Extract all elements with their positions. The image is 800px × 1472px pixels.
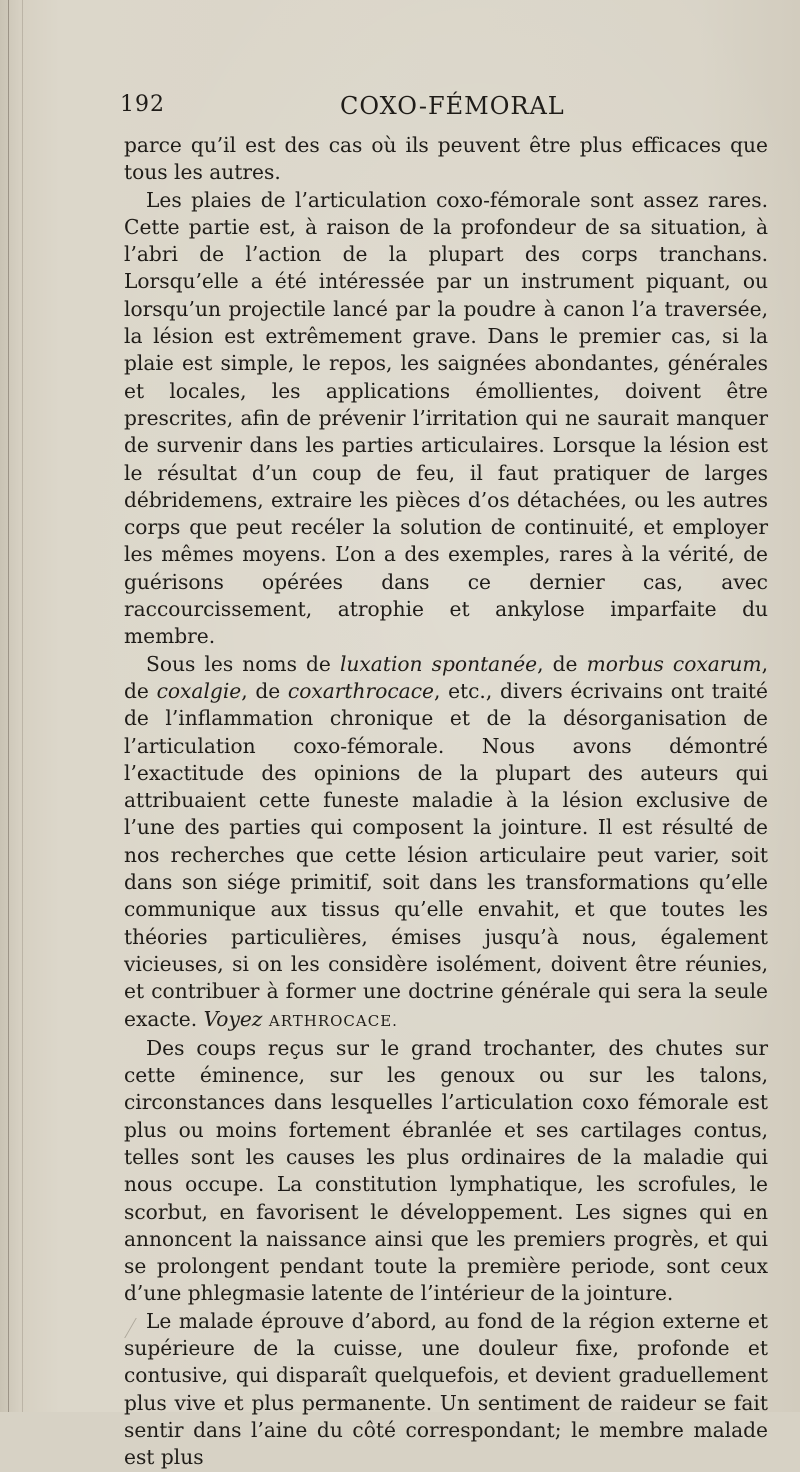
- text-run: , etc., divers écrivains ont traité de l’inflammation chronique et de la désorganisation de l’articulation coxo-fémorale. Nous avons démontré l’exactitude des opinions de la plupart des auteurs qui attribuaient cette funeste maladie à la lésion exclusive de l’une des parties qui composent la jointure. Il est résulté de nos recherches que cette lésion articulaire peut varier, soit dans son siége primitif, soit dans les transformations qu’elle communique aux tissus qu’elle envahit, et que toutes les théories particulières, émises jusqu’à nous, également vicieuses, si on les considère isolément, doivent être réunies, et contribuer à former une doctrine générale qui sera la seule exacte.: [124, 678, 768, 1031]
- italic-term: Voyez: [203, 1006, 263, 1031]
- paragraph: Des coups reçus sur le grand trochanter, des chutes sur cette éminence, sur les genoux ou sur les talons, circonstances dans lesquelles l’articulation coxo fémorale est plus ou moins fortement ébranlée et ses cartilages contus, telles sont les causes les plus ordinaires de la maladie qui nous occupe. La constitution lymphatique, les scrofules, le scorbut, en favorisent le développement. Les signes qui en annoncent la naissance ainsi que les premiers progrès, et qui se prolongent pendant toute la première periode, sont ceux d’une phlegmasie latente de l’intérieur de la jointure.: [124, 1035, 768, 1306]
- text-run: , de: [241, 678, 288, 703]
- text-run: Sous les noms de: [146, 651, 340, 676]
- cross-reference: ARTHROCACE.: [268, 1011, 398, 1030]
- italic-term: coxarthrocace: [287, 678, 434, 703]
- italic-term: morbus coxarum: [586, 651, 762, 676]
- text-run: , de: [537, 651, 587, 676]
- paragraph: [124, 651, 768, 1035]
- paragraph: Le malade éprouve d’abord, au fond de la région externe et supérieure de la cuisse, une douleur fixe, profonde et contusive, qui disparaît quelquefois, et devient graduellement plus vive et plus permanente. Un sentiment de raideur se fait sentir dans l’aine du côté correspondant; le membre malade est plus: [124, 1308, 768, 1470]
- page-edge-line: [22, 0, 23, 1412]
- page-header: [120, 92, 760, 126]
- body-text: [124, 132, 768, 1472]
- italic-term: luxation spontanée: [339, 651, 538, 676]
- running-title: COXO-FÉMORAL: [340, 92, 565, 120]
- paragraph: parce qu’il est des cas où ils peuvent être plus efficaces que tous les autres.: [124, 133, 768, 185]
- text-run: , de: [124, 651, 768, 703]
- page-edge-line: [8, 0, 9, 1412]
- italic-term: coxalgie: [156, 678, 242, 703]
- page-number: 192: [120, 92, 165, 117]
- paragraph: Les plaies de l’articulation coxo-fémorale sont assez rares. Cette partie est, à raison de la profondeur de sa situation, à l’abri de l’action de la plupart des corps tranchans. Lorsqu’elle a été intéressée par un instrument piquant, ou lorsqu’un projectile lancé par la poudre à canon l’a traversée, la lésion est extrêmement grave. Dans le premier cas, si la plaie est simple, le repos, les saignées abondantes, générales et locales, les applications émollientes, doivent être prescrites, afin de prévenir l’irritation qui ne saurait manquer de survenir dans les parties articulaires. Lorsque la lésion est le résultat d’un coup de feu, il faut pratiquer de larges débridemens, extraire les pièces d’os détachées, ou les autres corps que peut recéler la solution de continuité, et employer les mêmes moyens. L’on a des exemples, rares à la vérité, de guérisons opérées dans ce dernier cas, avec raccourcissement, atrophie et ankylose imparfaite du membre.: [124, 187, 768, 649]
